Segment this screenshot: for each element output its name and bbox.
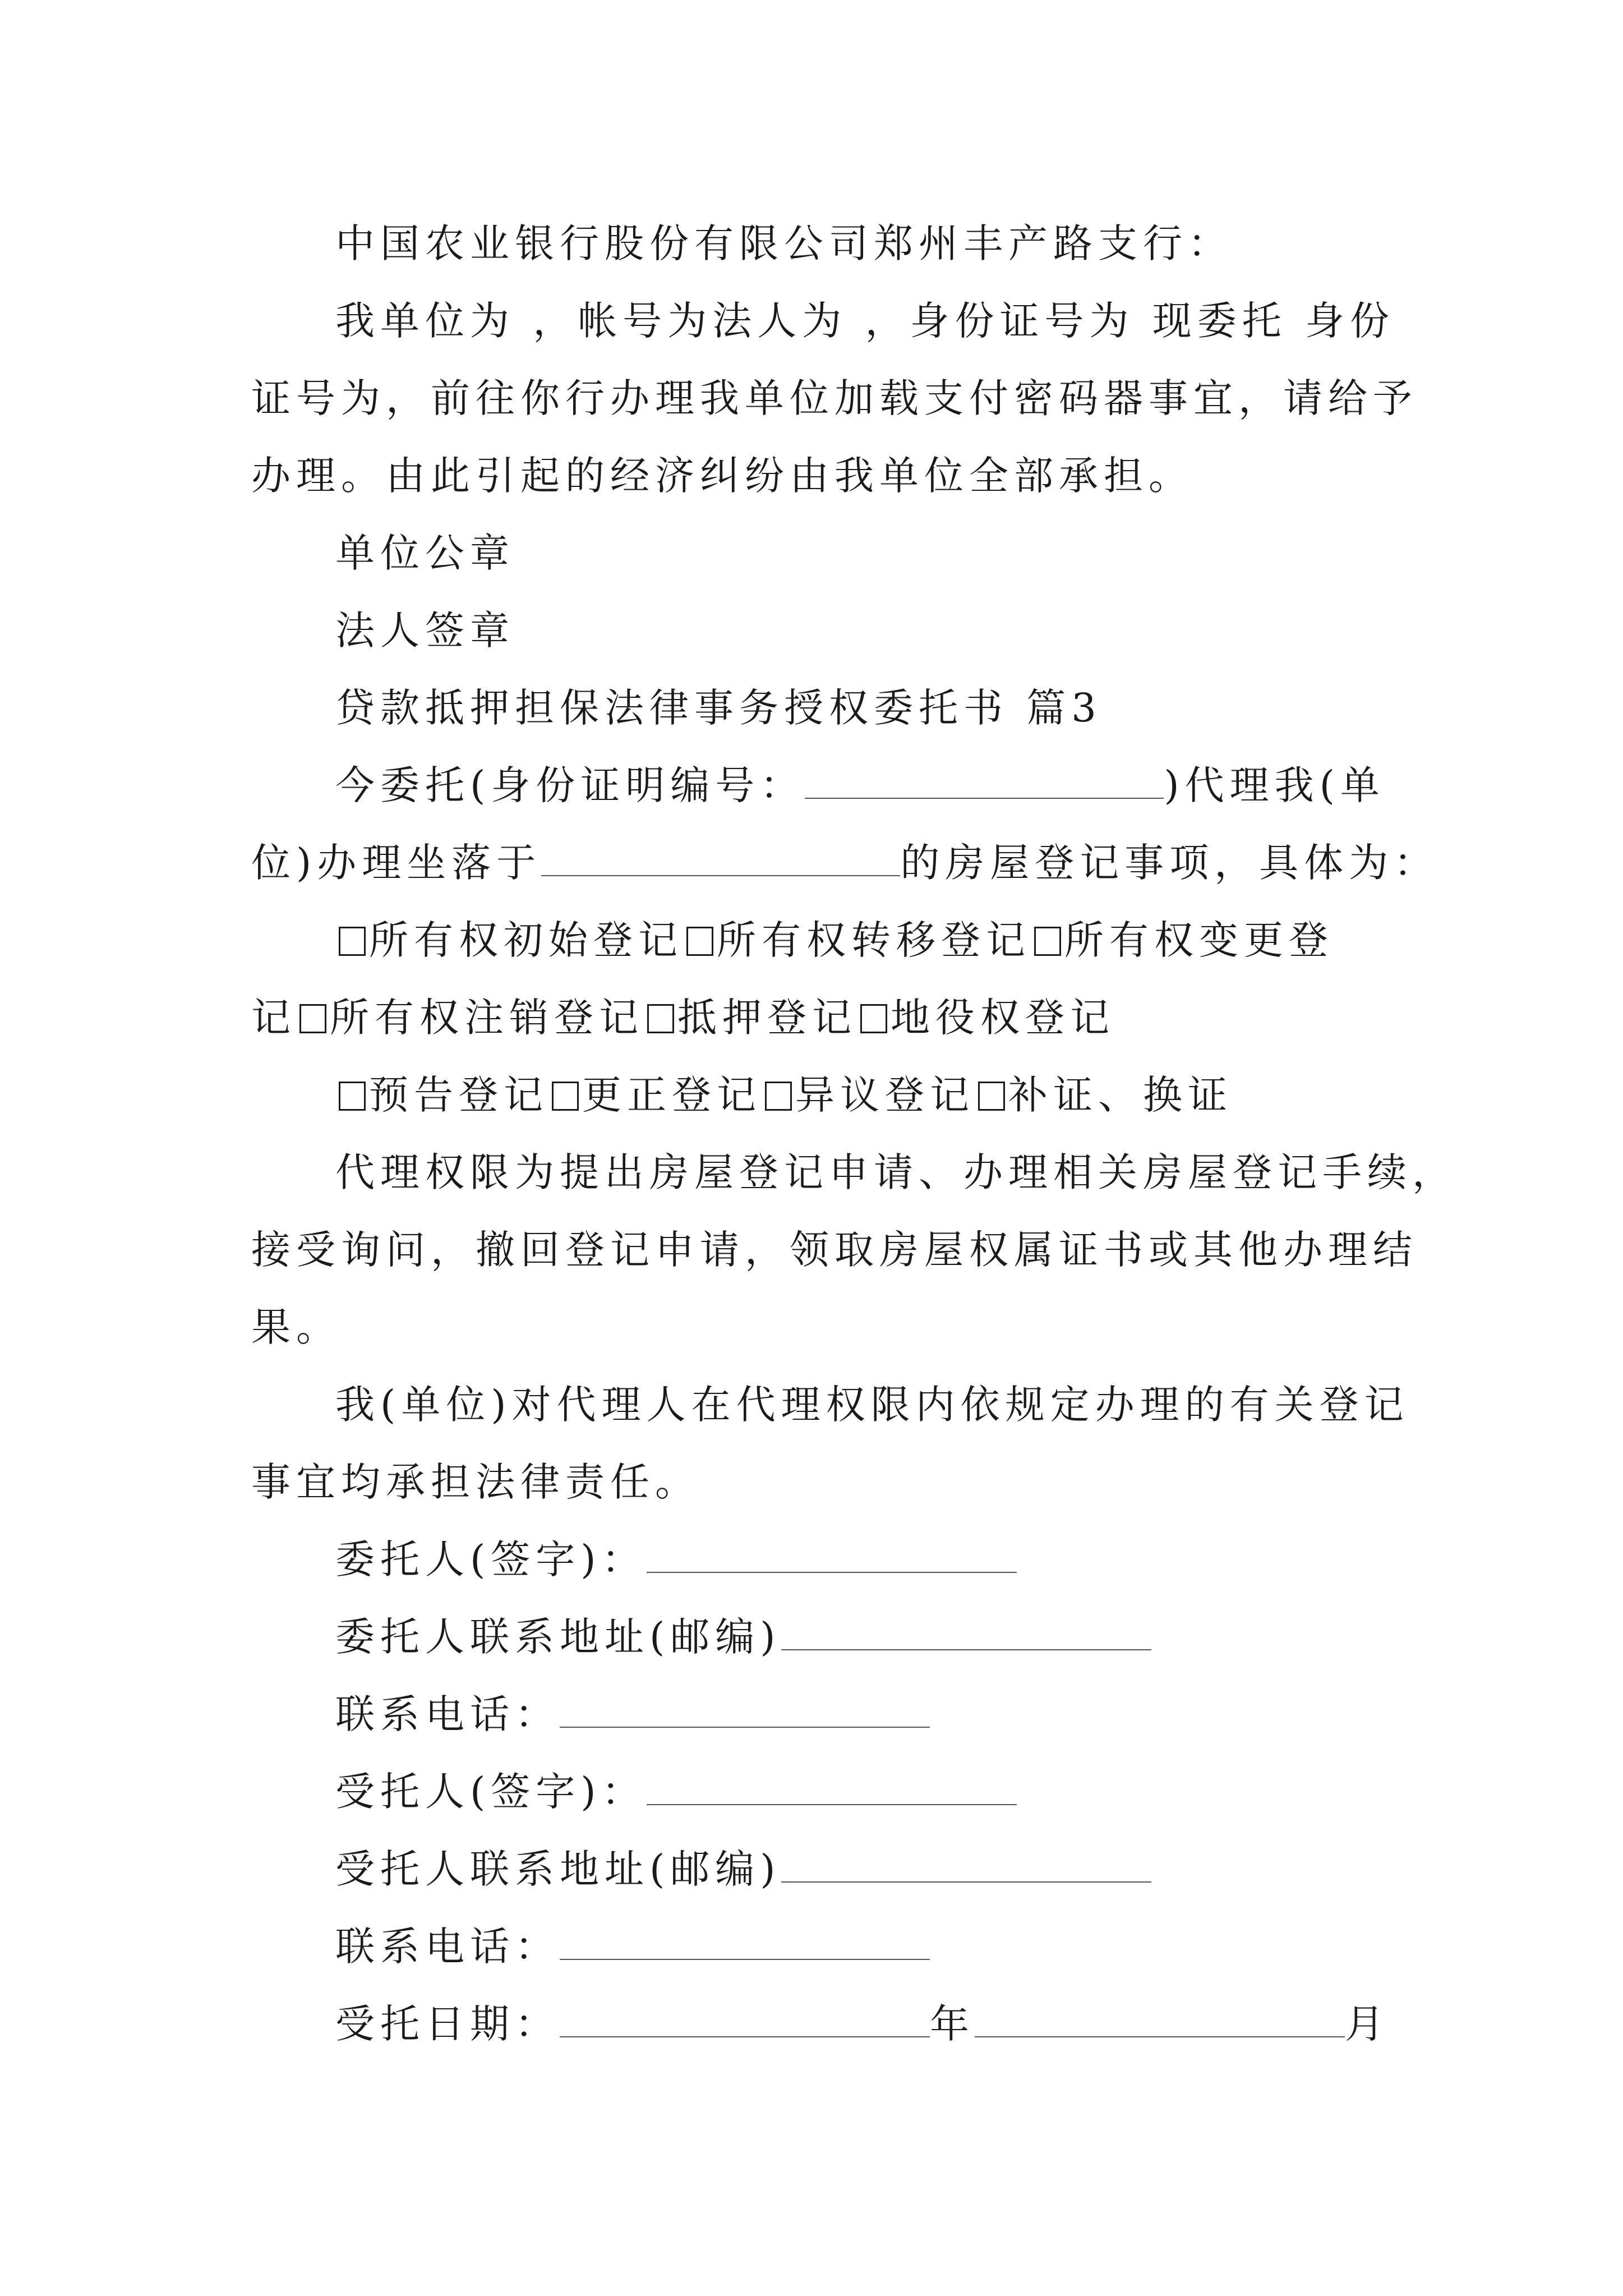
authority-line: 代理权限为提出房屋登记申请、办理相关房屋登记手续，: [335, 1149, 1457, 1195]
registration-item-label: 补证、换证: [1008, 1072, 1233, 1118]
field-label: 委托人(签字)：: [335, 1536, 647, 1582]
checkbox[interactable]: [552, 1082, 579, 1111]
registration-item-label: 抵押登记: [677, 995, 857, 1041]
registration-item-label: 更正登记: [582, 1072, 762, 1118]
principal-address-row: [251, 1598, 1373, 1676]
legal-seal-label: 法人签章: [335, 608, 515, 654]
field-label: 委托人联系地址(邮编): [335, 1614, 781, 1660]
principal-sign-row: [251, 1521, 1373, 1598]
registration-items-line: [251, 979, 1373, 1056]
checkbox[interactable]: [1034, 927, 1061, 956]
principal-address-blank[interactable]: [781, 1616, 1151, 1650]
salutation: 中国农业银行股份有限公司郑州丰产路支行：: [335, 220, 1233, 266]
checkbox[interactable]: [765, 1082, 792, 1111]
registration-items-line: [251, 901, 1373, 979]
registration-item-label: 所有权转移登记: [717, 917, 1031, 963]
registration-items-line: [251, 1056, 1373, 1134]
agent-phone-row: [251, 1908, 1373, 1985]
field-label: 联系电话：: [335, 1924, 560, 1970]
registration-item-label: 所有权变更登: [1064, 917, 1334, 963]
agent-address-row: [251, 1830, 1373, 1908]
property-location-blank[interactable]: [541, 841, 900, 876]
date-row: [251, 1985, 1390, 2063]
field-label: 受托人(签字)：: [335, 1769, 647, 1815]
registration-item-label: 地役权登记: [891, 995, 1115, 1041]
principal-phone-row: [251, 1676, 1373, 1753]
month-label: 月: [1345, 2001, 1390, 2047]
principal-sign-blank[interactable]: [647, 1538, 1017, 1573]
field-label: 受托人联系地址(邮编): [335, 1846, 781, 1892]
liability-line: 我(单位)对代理人在代理权限内依规定办理的有关登记: [335, 1382, 1409, 1428]
body-paragraph-line: 证号为，前往你行办理我单位加载支付密码器事宜，请给予: [251, 375, 1418, 421]
checkbox[interactable]: [339, 1082, 366, 1111]
checkbox[interactable]: [860, 1004, 887, 1033]
field-label: 受托日期：: [335, 2001, 560, 2047]
registration-item-label: 所有权注销登记: [330, 995, 644, 1041]
unit-seal-label: 单位公章: [335, 530, 515, 576]
agent-phone-blank[interactable]: [560, 1925, 930, 1960]
registration-item-label: 所有权初始登记: [369, 917, 683, 963]
delegation-line: [251, 824, 1439, 901]
registration-item-label: 记: [251, 995, 296, 1041]
document-page: [251, 205, 1457, 2063]
agent-address-blank[interactable]: [781, 1848, 1151, 1883]
liability-line: 事宜均承担法律责任。: [251, 1459, 700, 1505]
checkbox[interactable]: [978, 1082, 1005, 1111]
delegation-text: 位)办理坐落于: [251, 840, 542, 886]
delegation-line: [251, 747, 1385, 824]
date-month-blank[interactable]: [975, 2003, 1345, 2037]
body-paragraph-line: 办理。由此引起的经济纠纷由我单位全部承担。: [251, 453, 1193, 499]
checkbox[interactable]: [339, 927, 366, 956]
agent-sign-row: [251, 1753, 1373, 1830]
checkbox[interactable]: [647, 1004, 674, 1033]
checkbox[interactable]: [686, 927, 713, 956]
year-label: 年: [930, 2001, 975, 2047]
id-number-blank[interactable]: [805, 764, 1164, 799]
authority-line: 接受询问，撤回登记申请，领取房屋权属证书或其他办理结: [251, 1227, 1418, 1273]
delegation-text: )代理我(单: [1164, 762, 1385, 808]
date-year-blank[interactable]: [560, 2003, 930, 2037]
authority-line: 果。: [251, 1304, 341, 1350]
field-label: 联系电话：: [335, 1691, 560, 1737]
registration-item-label: 异议登记: [795, 1072, 975, 1118]
checkbox[interactable]: [299, 1004, 326, 1033]
delegation-text: 今委托(身份证明编号：: [335, 762, 805, 808]
section-title: 贷款抵押担保法律事务授权委托书 篇3: [335, 685, 1102, 731]
delegation-text: 的房屋登记事项，具体为：: [900, 840, 1439, 886]
body-paragraph-line: 我单位为 ，帐号为法人为 ，身份证号为 现委托 身份: [335, 298, 1395, 344]
principal-phone-blank[interactable]: [560, 1693, 930, 1728]
agent-sign-blank[interactable]: [647, 1770, 1017, 1805]
registration-item-label: 预告登记: [369, 1072, 548, 1118]
